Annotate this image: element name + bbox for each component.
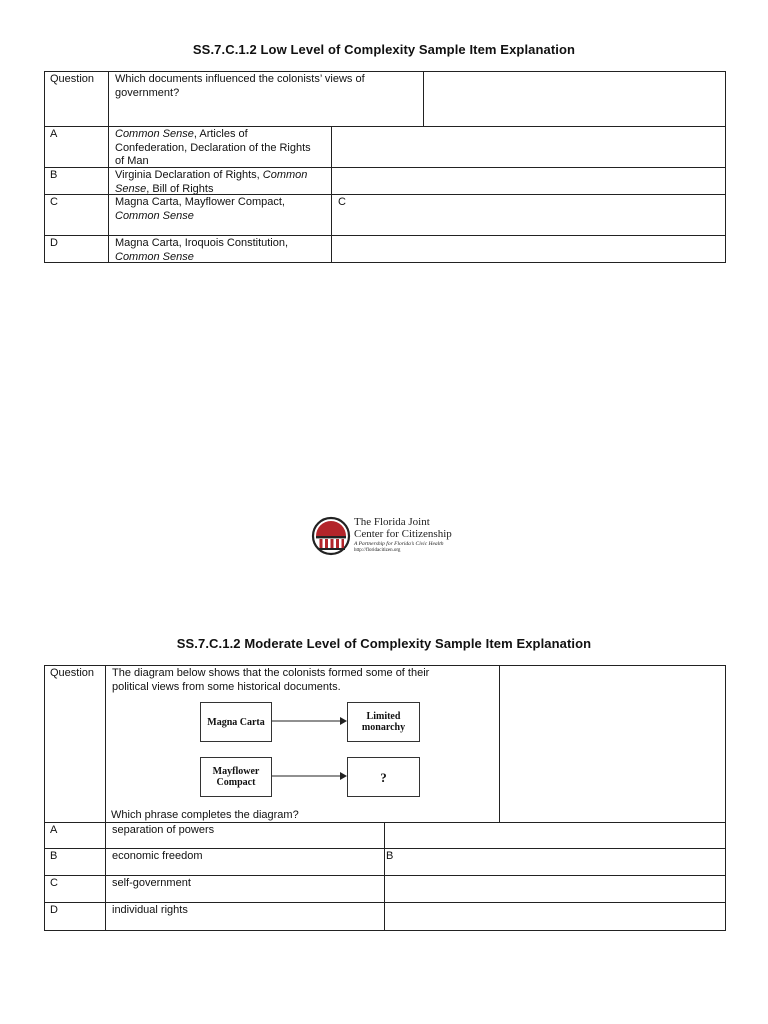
civic-building-icon xyxy=(311,513,353,559)
florida-joint-center-logo xyxy=(311,513,461,559)
diagram-mayflower-compact-box: Mayflower Compact xyxy=(200,757,272,797)
s1-option-answer xyxy=(331,235,726,263)
s2-question-notes xyxy=(499,665,726,823)
document-title: Common Sense xyxy=(115,169,308,195)
s2-option-answer xyxy=(384,902,726,931)
s1-option-text xyxy=(108,194,332,236)
arrow-right-icon xyxy=(272,772,347,780)
diagram-magna-carta-box: Magna Carta xyxy=(200,702,272,742)
s2-option-answer xyxy=(384,822,726,849)
option-text-part: Magna Carta, Mayflower Compact, xyxy=(115,196,285,208)
document-title: Common Sense xyxy=(115,128,194,140)
s2-prompt: Which phrase completes the diagram? xyxy=(111,808,299,821)
document-title: Common Sense xyxy=(115,250,194,263)
s1-question-label: Question xyxy=(44,71,109,127)
option-text-part: Magna Carta, Iroquois Constitution, xyxy=(115,237,289,249)
logo-tagline: A Partnership for Florida’s Civic Health xyxy=(354,541,444,547)
document-title: Common Sense xyxy=(115,209,194,222)
s1-question-text: Which documents influenced the colonists’ views of government? xyxy=(108,71,424,127)
s2-option-label: A xyxy=(44,822,106,849)
logo-dome-shape xyxy=(316,521,346,536)
s2-option-text: separation of powers xyxy=(105,822,385,849)
logo-line1: The Florida Joint xyxy=(354,516,430,528)
option-text-part: , Articles of Confederation, Declaration of the Rights of Man xyxy=(115,128,311,167)
s1-option-text xyxy=(108,235,332,263)
s1-option-label: A xyxy=(44,126,109,168)
s2-option-text: self-government xyxy=(105,875,385,903)
s1-option-answer: C xyxy=(331,194,726,236)
s2-question-label: Question xyxy=(44,665,106,823)
s2-option-text: individual rights xyxy=(105,902,385,931)
s2-question-text: The diagram below shows that the colonists formed some of their political views from some historical documents. xyxy=(112,667,430,693)
s1-question-notes xyxy=(423,71,726,127)
s2-option-label: C xyxy=(44,875,106,903)
s2-option-text: economic freedom xyxy=(105,848,385,876)
s2-option-answer xyxy=(384,875,726,903)
s1-option-label: B xyxy=(44,167,109,195)
s1-option-label: C xyxy=(44,194,109,236)
s2-option-label: B xyxy=(44,848,106,876)
s1-option-text xyxy=(108,126,332,168)
diagram-unknown-box: ? xyxy=(347,757,420,797)
logo-url: http://floridacitizen.org xyxy=(354,548,401,553)
s2-option-label: D xyxy=(44,902,106,931)
s1-option-answer xyxy=(331,126,726,168)
s1-option-text xyxy=(108,167,332,195)
s2-option-answer: B xyxy=(384,848,726,876)
logo-line2: Center for Citizenship xyxy=(354,528,452,540)
section2-title: SS.7.C.1.2 Moderate Level of Complexity Sample Item Explanation xyxy=(176,636,592,651)
s1-option-label: D xyxy=(44,235,109,263)
option-text-part: , Bill of Rights xyxy=(146,182,214,195)
s1-option-answer xyxy=(331,167,726,195)
diagram-arrows xyxy=(272,714,348,784)
diagram-limited-monarchy-box: Limited monarchy xyxy=(347,702,420,742)
section1-title: SS.7.C.1.2 Low Level of Complexity Sample Item Explanation xyxy=(192,42,576,57)
arrow-right-icon xyxy=(272,717,347,725)
option-text-part: Virginia Declaration of Rights, xyxy=(115,169,263,181)
